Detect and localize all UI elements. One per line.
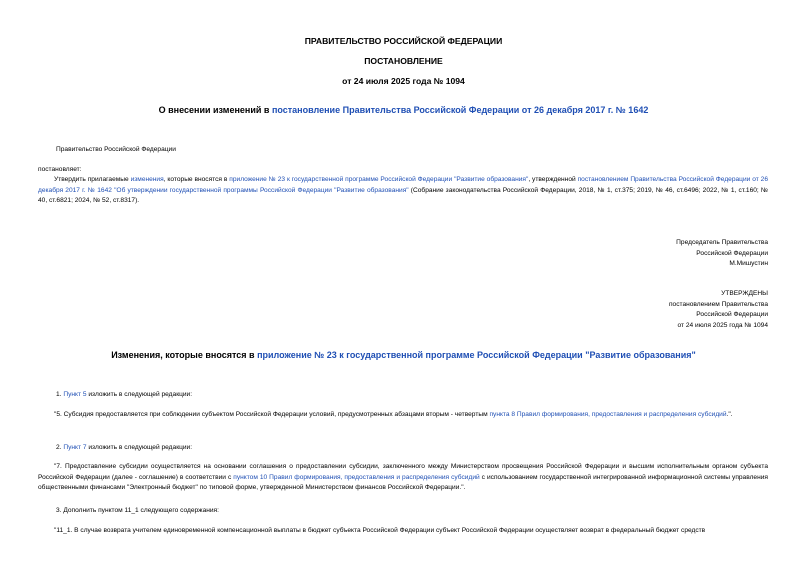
approve-text-3: , утвержденной bbox=[528, 176, 578, 183]
item-2-quote-text-1: "7. Предоставление субсидии осуществляется на основании соглашения о предоставлении субсидии, заключенного между Министерством просвещения Российской Федерации и высшим исполнительным органом субъекта Российской Федерации (далее - соглашение) в соответствии с bbox=[38, 463, 768, 481]
item-1-link[interactable]: Пункт 5 bbox=[63, 391, 87, 398]
changes-link[interactable]: изменения bbox=[130, 176, 164, 183]
government-header: ПРАВИТЕЛЬСТВО РОССИЙСКОЙ ФЕДЕРАЦИИ bbox=[304, 36, 503, 46]
approve-text-4: (Собрание законодательства Российской Федерации, 2018, № 1, ст.375; 2019, № 46, ст.6496; 2022, № 1, ст.160; № 40, ст.6821; 2024, № 52, ст.8317). bbox=[38, 186, 768, 204]
signature-role-2: Российской Федерации bbox=[696, 249, 768, 257]
document-date-number: от 24 июля 2025 года № 1094 bbox=[342, 76, 465, 86]
resolution-1642-link[interactable]: постановлением Правительства Российской Федерации от 26 декабря 2017 г. № 1642 "Об утверждении государственной программы Российской Федерации "Развитие образования" bbox=[38, 176, 768, 194]
changes-title-link[interactable]: приложение № 23 к государственной программе Российской Федерации "Развитие образования" bbox=[257, 350, 696, 360]
item-2-rest: изложить в следующей редакции: bbox=[86, 444, 193, 451]
item-2-quote bbox=[38, 462, 768, 494]
government-intro: Правительство Российской Федерации bbox=[56, 146, 176, 153]
item-2-quote-text-2: с использованием государственной интегрированной информационной системы управления общественными финансами "Электронный бюджет" по типовой форме, утвержденной Министерством финансов Российской Федерации.". bbox=[38, 473, 768, 491]
signature-name: М.Мишустин bbox=[729, 260, 768, 267]
item-1-quote-link[interactable]: пункта 8 Правил формирования, предоставления и распределения субсидий bbox=[489, 411, 727, 418]
appendix-23-link[interactable]: приложение № 23 к государственной программе Российской Федерации "Развитие образования" bbox=[229, 176, 529, 183]
item-2-heading bbox=[56, 443, 192, 454]
approve-paragraph bbox=[38, 175, 768, 207]
approved-line-4: от 24 июля 2025 года № 1094 bbox=[677, 321, 768, 329]
changes-title-prefix: Изменения, которые вносятся в bbox=[111, 350, 258, 360]
changes-title bbox=[0, 350, 807, 360]
decides-label: постановляет: bbox=[38, 166, 82, 173]
item-1-rest: изложить в следующей редакции: bbox=[86, 391, 193, 398]
item-2-number: 2. bbox=[56, 444, 64, 451]
document-type: ПОСТАНОВЛЕНИЕ bbox=[364, 56, 443, 66]
item-3-heading: 3. Дополнить пунктом 11_1 следующего содержания: bbox=[56, 507, 219, 514]
item-3-quote: "11_1. В случае возврата учителем единовременной компенсационной выплаты в бюджет субъекта Российской Федерации субъект Российской Федерации осуществляет возврат в федеральный бюджет средств bbox=[54, 527, 706, 534]
approved-line-2: постановлением Правительства bbox=[668, 300, 768, 308]
approve-text-1: Утвердить прилагаемые bbox=[54, 176, 131, 183]
approved-line-3: Российской Федерации bbox=[696, 311, 768, 318]
approved-line-1: УТВЕРЖДЕНЫ bbox=[721, 290, 768, 297]
item-1-heading bbox=[56, 390, 192, 401]
item-1-quote bbox=[38, 410, 768, 421]
item-1-quote-text-1: "5. Субсидия предоставляется при соблюдении субъектом Российской Федерации условий, предусмотренных абзацами вторым - четвертым bbox=[54, 411, 490, 418]
title-prefix: О внесении изменений в bbox=[158, 105, 272, 115]
approve-text-2: , которые вносятся в bbox=[163, 176, 230, 183]
signature-block bbox=[676, 238, 768, 270]
title-link[interactable]: постановление Правительства Российской Федерации от 26 декабря 2017 г. № 1642 bbox=[271, 105, 649, 115]
item-1-quote-text-2: .". bbox=[726, 411, 733, 418]
item-2-quote-link[interactable]: пунктом 10 Правил формирования, предоставления и распределения субсидий bbox=[233, 473, 480, 481]
approved-block bbox=[669, 289, 768, 331]
document-title bbox=[0, 105, 807, 115]
item-2-link[interactable]: Пункт 7 bbox=[63, 444, 87, 451]
item-1-number: 1. bbox=[56, 391, 64, 398]
signature-role-1: Председатель Правительства bbox=[676, 239, 768, 246]
